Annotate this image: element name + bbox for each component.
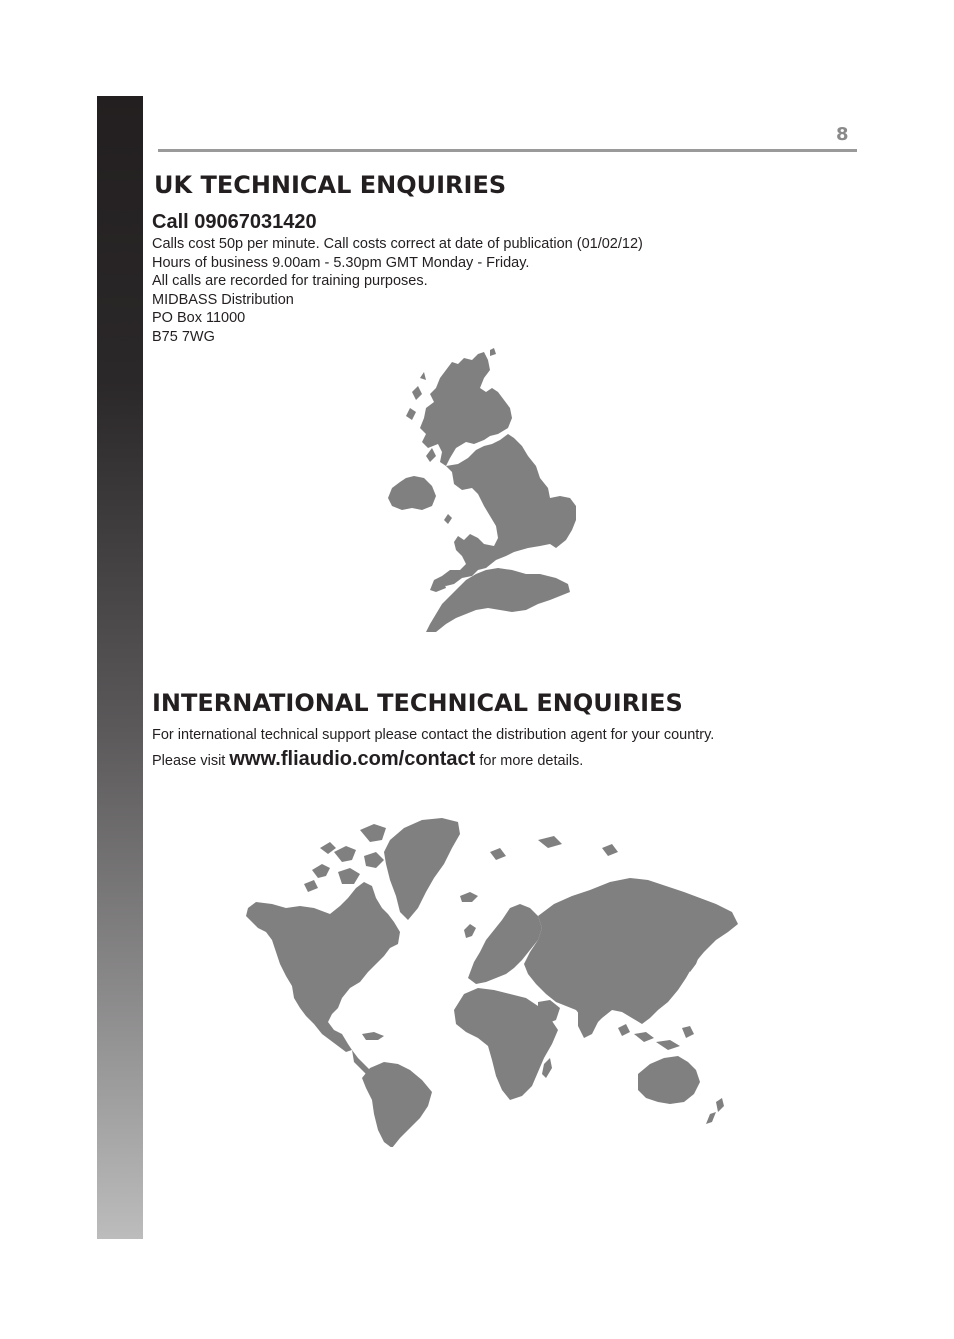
arctic-islands-shape: [304, 824, 386, 892]
southeast-asia-islands-shape: [618, 1024, 694, 1050]
uk-detail-line: All calls are recorded for training purposes.: [152, 273, 428, 289]
iceland-shape: [460, 892, 478, 902]
contact-url-link[interactable]: www.fliaudio.com/contact: [229, 748, 476, 770]
madagascar-shape: [542, 1058, 552, 1078]
international-title: INTERNATIONAL TECHNICAL ENQUIRIES: [152, 689, 683, 717]
uk-map-image: [380, 348, 585, 643]
isle-of-man-shape: [444, 514, 452, 524]
uk-detail-line: B75 7WG: [152, 328, 215, 345]
new-zealand-shape: [706, 1098, 724, 1124]
international-visit-line: [152, 748, 583, 771]
north-america-shape: [246, 882, 400, 1052]
uk-title: UK TECHNICAL ENQUIRIES: [154, 171, 507, 199]
south-america-shape: [362, 1062, 432, 1147]
uk-detail-line: Hours of business 9.00am - 5.30pm GMT Monday - Friday.: [152, 254, 530, 271]
uk-call-number: Call 09067031420: [152, 211, 317, 233]
australia-shape: [638, 1056, 700, 1104]
page-number: 8: [836, 124, 849, 145]
uk-detail-line: MIDBASS Distribution: [152, 291, 294, 308]
international-text: For international technical support please contact the distribution agent for your country.: [152, 727, 715, 743]
side-bar: [97, 96, 143, 1239]
header-rule: [158, 149, 857, 152]
uk-details: [152, 235, 643, 346]
northern-islands-shape: [490, 836, 618, 860]
northern-ireland-shape: [388, 476, 436, 510]
uk-detail-line: PO Box 11000: [152, 310, 246, 326]
asia-shape: [524, 878, 738, 1026]
uk-detail-line: Calls cost 50p per minute. Call costs correct at date of publication (01/02/12): [152, 236, 643, 252]
visit-suffix: for more details.: [475, 753, 584, 769]
world-map-image: [238, 812, 743, 1147]
greenland-shape: [384, 818, 460, 920]
visit-prefix: Please visit: [152, 753, 230, 769]
great-britain-shape: [420, 352, 576, 632]
